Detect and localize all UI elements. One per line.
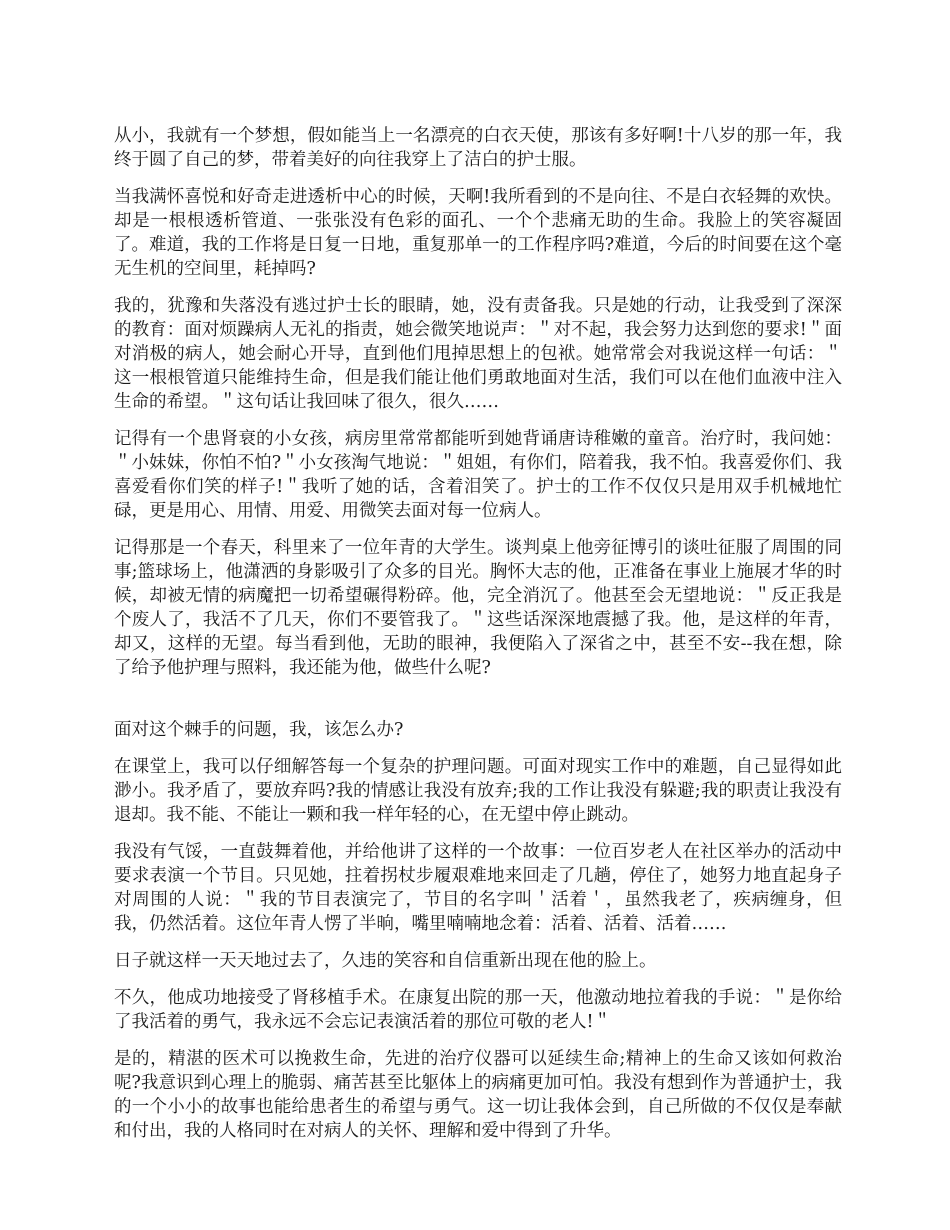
paragraph-conclusion: 是的，精湛的医术可以挽救生命，先进的治疗仪器可以延续生命;精神上的生命又该如何救治呢?我意识到心理上的脆弱、痛苦甚至比躯体上的病痛更加可怕。我没有想到作为普通护士，我的一个小小的故事也能给患者生的希望与勇气。这一切让我体会到，自己所做的不仅仅是奉献和付出，我的人格同时在对病人的关怀、理解和爱中得到了升华。 xyxy=(114,1049,842,1141)
paragraph-centenarian-story: 我没有气馁，一直鼓舞着他，并给他讲了这样的一个故事：一位百岁老人在社区举办的活动中要求表演一个节目。只见她，拄着拐杖步履艰难地来回走了几趟，停住了，她努力地直起身子对周围的人说：＂我的节目表演完了，节目的名字叫＇活着＇，虽然我老了，疾病缠身，但我，仍然活着。这位年青人愣了半晌，嘴里喃喃地念着：活着、活着、活着…… xyxy=(114,842,842,934)
paragraph-head-nurse: 我的，犹豫和失落没有逃过护士长的眼睛，她，没有责备我。只是她的行动，让我受到了深深的教育：面对烦躁病人无礼的指责，她会微笑地说声：＂对不起，我会努力达到您的要求!＂面对消极的病人，她会耐心开导，直到他们甩掉思想上的包袱。她常常会对我说这样一句话：＂这一根根管道只能维持生命，但是我们能让他们勇敢地面对生活，我们可以在他们血液中注入生命的希望。＂这句话让我回味了很久，很久…… xyxy=(114,296,842,412)
paragraph-question: 面对这个棘手的问题，我，该怎么办? xyxy=(114,720,404,740)
paragraph-transplant: 不久，他成功地接受了肾移植手术。在康复出院的那一天，他激动地拉着我的手说：＂是你给了我活着的勇气，我永远不会忘记表演活着的那位可敬的老人!＂ xyxy=(114,988,842,1032)
paragraph-college-student: 记得那是一个春天，科里来了一位年青的大学生。谈判桌上他旁征博引的谈吐征服了周围的同事;篮球场上，他潇洒的身影吸引了众多的目光。胸怀大志的他，正准备在事业上施展才华的时候，却被无情的病魔把一切希望碾得粉碎。他，完全消沉了。他甚至会无望地说：＂反正我是个废人了，我活不了几天，你们不要管我了。＂这些话深深地震撼了我。他，是这样的年青，却又，这样的无望。每当看到他，无助的眼神，我便陷入了深省之中，甚至不安--我在想，除了给予他护理与照料，我还能为他，做些什么呢? xyxy=(114,538,842,678)
paragraph-little-girl: 记得有一个患肾衰的小女孩，病房里常常都能听到她背诵唐诗稚嫩的童音。治疗时，我问她：＂小妹妹，你怕不怕?＂小女孩淘气地说：＂姐姐，有你们，陪着我，我不怕。我喜爱你们、我喜爱看你们笑的样子!＂我听了她的话，含着泪笑了。护士的工作不仅仅只是用双手机械地忙碌，更是用心、用情、用爱、用微笑去面对每一位病人。 xyxy=(114,429,842,521)
document-body xyxy=(114,124,842,1156)
paragraph-dialysis-center: 当我满怀喜悦和好奇走进透析中心的时候，天啊!我所看到的不是向往、不是白衣轻舞的欢快。却是一根根透析管道、一张张没有色彩的面孔、一个个悲痛无助的生命。我脸上的笑容凝固了。难道，我的工作将是日复一日地，重复那单一的工作程序吗?难道，今后的时间要在这个毫无生机的空间里，耗掉吗? xyxy=(114,187,842,279)
paragraph-days-passed: 日子就这样一天天地过去了，久违的笑容和自信重新出现在他的脸上。 xyxy=(114,951,657,971)
paragraph-dream: 从小，我就有一个梦想，假如能当上一名漂亮的白衣天使，那该有多好啊!十八岁的那一年，我终于圆了自己的梦，带着美好的向往我穿上了洁白的护士服。 xyxy=(114,126,842,170)
paragraph-classroom: 在课堂上，我可以仔细解答每一个复杂的护理问题。可面对现实工作中的难题，自己显得如此渺小。我矛盾了，要放弃吗?我的情感让我没有放弃;我的工作让我没有躲避;我的职责让我没有退却。我不能、不能让一颗和我一样年轻的心，在无望中停止跳动。 xyxy=(114,757,842,825)
